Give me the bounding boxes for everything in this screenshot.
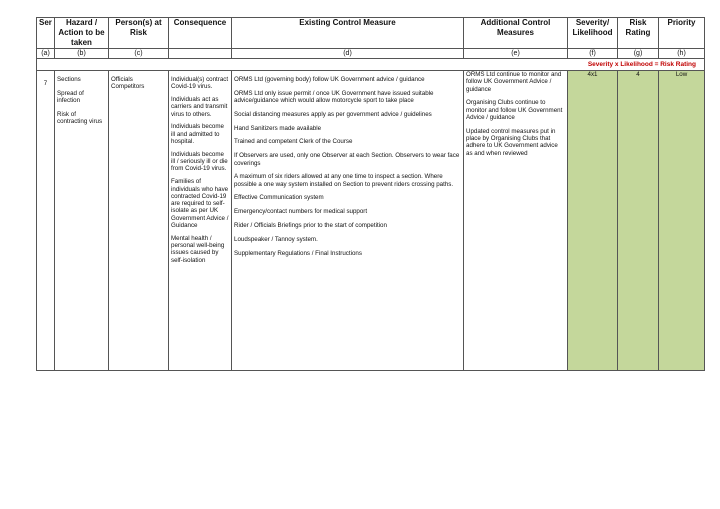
letter-cell: (h)	[659, 49, 705, 59]
existing-control-item: Supplementary Regulations / Final Instructions	[234, 249, 362, 257]
existing-control-cell	[232, 71, 464, 371]
header-ser: Ser	[37, 18, 55, 49]
existing-control-item: Loudspeaker / Tannoy system.	[234, 235, 318, 243]
consequence-item: Mental health / personal well-being issues caused by self-isolation	[171, 234, 225, 264]
existing-control-item: Social distancing measures apply as per government advice / guidelines	[234, 110, 432, 118]
letter-cell	[169, 49, 232, 59]
additional-control-item: Organising Clubs continue to monitor and follow UK Government Advice / guidance	[466, 99, 563, 121]
hazard-item: Sections	[57, 76, 81, 83]
priority-cell: Low	[659, 71, 705, 371]
existing-control-item: Hand Sanitizers made available	[234, 124, 322, 132]
header-priority: Priority	[659, 18, 705, 49]
header-hazard: Hazard / Action to be taken	[55, 18, 109, 49]
formula-row	[37, 59, 705, 71]
header-existing: Existing Control Measure	[232, 18, 464, 49]
existing-control-item: Effective Communication system	[234, 194, 324, 202]
risk-formula: Severity x Likelihood = Risk Rating	[464, 59, 705, 71]
consequence-item: Individuals become ill / seriously ill or die from Covid-19 virus.	[171, 150, 228, 173]
consequence-item: Individuals become ill and admitted to hospital.	[171, 123, 224, 146]
consequence-item: Families of individuals who have contracted Covid-19 are required to self-isolate as per UK Government Advice / Guidance	[171, 178, 229, 230]
header-severity: Severity/ Likelihood	[568, 18, 618, 49]
header-additional: Additional Control Measures	[464, 18, 568, 49]
existing-control-item: Emergency/contact numbers for medical support	[234, 208, 368, 216]
letter-cell: (b)	[55, 49, 109, 59]
existing-control-item: A maximum of six riders allowed at any one time to inspect a section. Where possible a one way system installed on Section to prevent riders crossing paths.	[234, 173, 454, 188]
additional-control-cell	[464, 71, 568, 371]
hazard-cell	[55, 71, 109, 371]
letter-cell: (e)	[464, 49, 568, 59]
header-risk: Risk Rating	[618, 18, 659, 49]
additional-control-item: ORMS Ltd continue to monitor and follow UK Government Advice / guidance	[466, 71, 562, 93]
letter-cell: (g)	[618, 49, 659, 59]
persons-cell	[109, 71, 169, 371]
letters-row	[37, 49, 705, 59]
existing-control-item: ORMS Ltd (governing body) follow UK Government advice / guidance	[234, 76, 425, 83]
letter-cell: (c)	[109, 49, 169, 59]
existing-control-item: Rider / Officials Briefings prior to the start of competition	[234, 222, 387, 230]
header-consequence: Consequence	[169, 18, 232, 49]
severity-likelihood-cell: 4x1	[568, 71, 618, 371]
consequence-cell	[169, 71, 232, 371]
hazard-item: Spread of infection	[57, 89, 84, 105]
existing-control-item: Trained and competent Clerk of the Course	[234, 138, 353, 146]
existing-control-item: If Observers are used, only one Observer at each Section. Observers to wear face coverings	[234, 152, 460, 167]
table-row	[37, 71, 705, 371]
letter-cell: (a)	[37, 49, 55, 59]
risk-assessment-table	[36, 17, 705, 371]
existing-control-item: ORMS Ltd only issue permit / once UK Government have issued suitable advice/guidance which would allow motorcycle sport to take place	[234, 89, 434, 105]
letter-cell: (f)	[568, 49, 618, 59]
header-persons: Person(s) at Risk	[109, 18, 169, 49]
header-row	[37, 18, 705, 49]
consequence-item: Individuals act as carriers and transmit virus to others.	[171, 96, 228, 118]
additional-control-item: Updated control measures put in place by Organising Clubs that adhere to UK Government advice as and when reviewed	[466, 127, 558, 157]
consequence-item: Individual(s) contract Covid-19 virus.	[171, 76, 229, 91]
formula-blank	[37, 59, 464, 71]
persons-text: Officials Competitors	[111, 76, 145, 91]
letter-cell: (d)	[232, 49, 464, 59]
hazard-item: Risk of contracting virus	[57, 110, 103, 126]
risk-rating-cell: 4	[618, 71, 659, 371]
ser-number: 7	[37, 71, 55, 371]
